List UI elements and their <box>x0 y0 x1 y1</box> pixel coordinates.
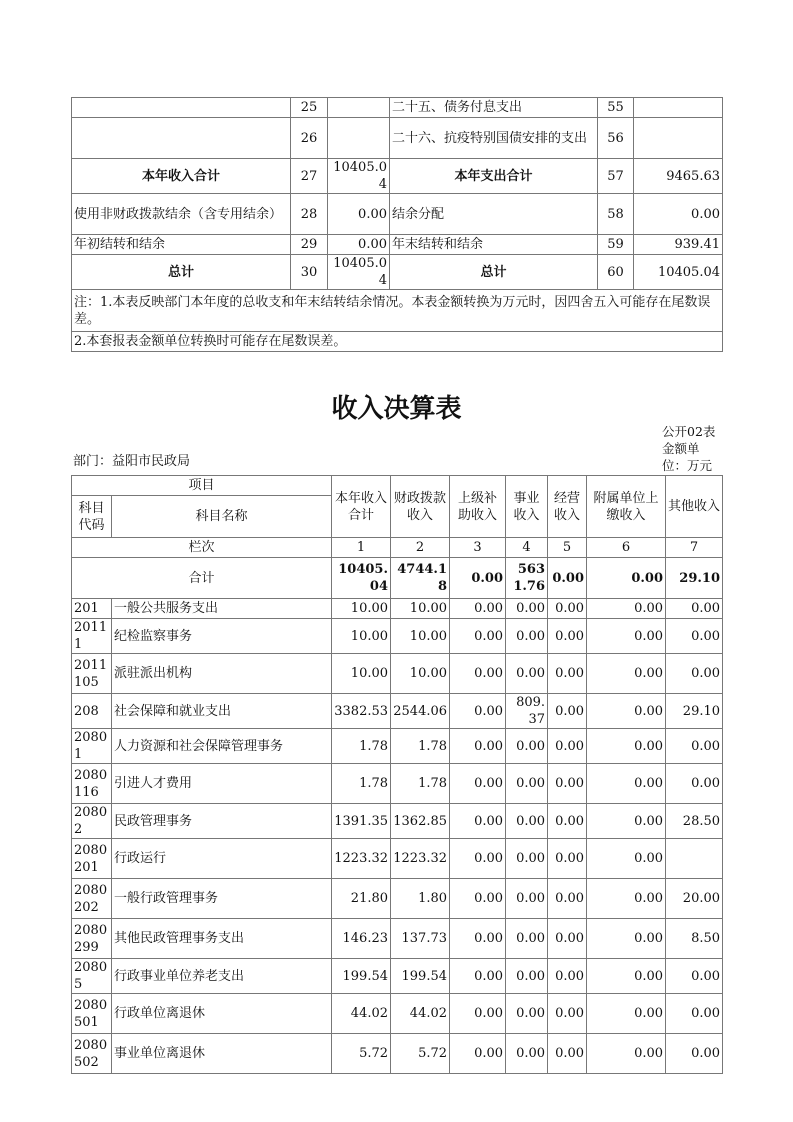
right-value: 939.41 <box>634 235 723 255</box>
left-value: 10405.04 <box>328 255 390 290</box>
subject-code: 2080501 <box>72 994 112 1034</box>
left-label: 本年收入合计 <box>72 159 291 194</box>
amount-cell: 1362.85 <box>391 804 450 839</box>
amount-cell: 0.00 <box>450 599 506 619</box>
amount-cell: 5.72 <box>332 1034 391 1074</box>
right-value <box>634 98 723 118</box>
total-value: 10405.04 <box>332 558 391 599</box>
amount-cell: 10.00 <box>391 599 450 619</box>
amount-cell: 10.00 <box>332 599 391 619</box>
amount-cell: 1.78 <box>391 729 450 764</box>
amount-cell: 0.00 <box>666 959 723 994</box>
amount-cell: 10.00 <box>391 619 450 654</box>
summary-row <box>72 118 723 159</box>
amount-cell: 0.00 <box>506 729 548 764</box>
table-row <box>72 879 723 919</box>
right-value: 10405.04 <box>634 255 723 290</box>
left-row-number: 28 <box>291 194 328 235</box>
amount-cell <box>666 839 723 879</box>
subject-name: 一般公共服务支出 <box>112 599 332 619</box>
amount-cell: 1223.32 <box>391 839 450 879</box>
amount-cell: 0.00 <box>587 729 666 764</box>
amount-cell: 0.00 <box>506 654 548 694</box>
amount-cell: 199.54 <box>391 959 450 994</box>
amount-cell: 0.00 <box>587 839 666 879</box>
right-label: 结余分配 <box>390 194 598 235</box>
column-number: 2 <box>391 538 450 558</box>
amount-cell: 10.00 <box>332 654 391 694</box>
subject-name: 引进人才费用 <box>112 764 332 804</box>
amount-cell: 0.00 <box>450 729 506 764</box>
right-label: 本年支出合计 <box>390 159 598 194</box>
note-text: 注：1.本表反映部门本年度的总收支和年末结转结余情况。本表金额转换为万元时，因四舍五入可能存在尾数误差。 <box>72 290 723 332</box>
right-value <box>634 118 723 159</box>
total-value: 29.10 <box>666 558 723 599</box>
amount-cell: 0.00 <box>548 1034 587 1074</box>
amount-cell: 5.72 <box>391 1034 450 1074</box>
subject-code: 208 <box>72 694 112 729</box>
subject-code: 20802 <box>72 804 112 839</box>
row-index-label: 栏次 <box>72 538 332 558</box>
note-row <box>72 290 723 332</box>
left-label: 年初结转和结余 <box>72 235 291 255</box>
amount-cell: 1.78 <box>332 729 391 764</box>
amount-cell: 0.00 <box>587 599 666 619</box>
left-row-number: 25 <box>291 98 328 118</box>
amount-cell: 0.00 <box>666 764 723 804</box>
total-row <box>72 558 723 599</box>
amount-cell: 0.00 <box>587 1034 666 1074</box>
amount-cell: 0.00 <box>548 694 587 729</box>
right-row-number: 60 <box>598 255 634 290</box>
amount-cell: 0.00 <box>548 729 587 764</box>
amount-cell: 0.00 <box>548 919 587 959</box>
table-row <box>72 619 723 654</box>
table-row <box>72 839 723 879</box>
department-label: 部门：益阳市民政局 <box>73 454 191 469</box>
amount-cell: 0.00 <box>450 919 506 959</box>
amount-cell: 0.00 <box>587 919 666 959</box>
right-row-number: 56 <box>598 118 634 159</box>
right-row-number: 55 <box>598 98 634 118</box>
left-value <box>328 118 390 159</box>
amount-cell: 0.00 <box>450 879 506 919</box>
income-table <box>71 475 723 1074</box>
amount-cell: 20.00 <box>666 879 723 919</box>
summary-row <box>72 255 723 290</box>
header-row <box>72 476 723 496</box>
amount-cell: 0.00 <box>548 839 587 879</box>
subject-name: 一般行政管理事务 <box>112 879 332 919</box>
header-col-2: 财政拨款收入 <box>391 476 450 538</box>
amount-cell: 8.50 <box>666 919 723 959</box>
amount-cell: 0.00 <box>450 764 506 804</box>
amount-cell: 0.00 <box>506 599 548 619</box>
form-number: 公开02表 <box>662 424 716 439</box>
left-row-number: 26 <box>291 118 328 159</box>
table-row <box>72 959 723 994</box>
total-value: 4744.18 <box>391 558 450 599</box>
amount-cell: 1223.32 <box>332 839 391 879</box>
amount-unit: 金额单位：万元 <box>662 441 713 473</box>
header-col-7: 其他收入 <box>666 476 723 538</box>
amount-cell: 10.00 <box>332 619 391 654</box>
left-value: 0.00 <box>328 194 390 235</box>
page-title: 收入决算表 <box>331 394 462 424</box>
amount-cell: 0.00 <box>548 879 587 919</box>
amount-cell: 0.00 <box>587 654 666 694</box>
total-value: 0.00 <box>450 558 506 599</box>
amount-cell: 0.00 <box>506 1034 548 1074</box>
table-row <box>72 764 723 804</box>
amount-cell: 809.37 <box>506 694 548 729</box>
left-label: 使用非财政拨款结余（含专用结余） <box>72 194 291 235</box>
amount-cell: 0.00 <box>587 804 666 839</box>
subject-name: 人力资源和社会保障管理事务 <box>112 729 332 764</box>
amount-cell: 0.00 <box>506 959 548 994</box>
amount-cell: 0.00 <box>587 959 666 994</box>
summary-row <box>72 194 723 235</box>
amount-cell: 0.00 <box>506 804 548 839</box>
header-col-3: 上级补助收入 <box>450 476 506 538</box>
right-row-number: 58 <box>598 194 634 235</box>
header-item: 项目 <box>72 476 332 496</box>
left-label <box>72 118 291 159</box>
amount-cell: 0.00 <box>548 619 587 654</box>
right-value: 9465.63 <box>634 159 723 194</box>
header-name: 科目名称 <box>112 496 332 538</box>
amount-cell: 2544.06 <box>391 694 450 729</box>
table-row <box>72 694 723 729</box>
total-value: 0.00 <box>587 558 666 599</box>
header-code: 科目代码 <box>72 496 112 538</box>
amount-cell: 137.73 <box>391 919 450 959</box>
amount-cell: 0.00 <box>506 619 548 654</box>
column-number: 1 <box>332 538 391 558</box>
amount-cell: 1391.35 <box>332 804 391 839</box>
amount-cell: 0.00 <box>506 919 548 959</box>
left-row-number: 29 <box>291 235 328 255</box>
subject-code: 2011105 <box>72 654 112 694</box>
amount-cell: 0.00 <box>548 959 587 994</box>
amount-cell: 0.00 <box>587 694 666 729</box>
subject-code: 2080299 <box>72 919 112 959</box>
header-col-5: 经营收入 <box>548 476 587 538</box>
left-label <box>72 98 291 118</box>
column-number: 5 <box>548 538 587 558</box>
amount-cell: 28.50 <box>666 804 723 839</box>
table-row <box>72 919 723 959</box>
amount-cell: 199.54 <box>332 959 391 994</box>
summary-row <box>72 159 723 194</box>
subject-name: 行政事业单位养老支出 <box>112 959 332 994</box>
right-label: 总计 <box>390 255 598 290</box>
amount-cell: 0.00 <box>506 994 548 1034</box>
right-value: 0.00 <box>634 194 723 235</box>
amount-cell: 0.00 <box>450 694 506 729</box>
summary-row <box>72 98 723 118</box>
amount-cell: 0.00 <box>666 654 723 694</box>
amount-cell: 0.00 <box>666 619 723 654</box>
summary-row <box>72 235 723 255</box>
subject-name: 其他民政管理事务支出 <box>112 919 332 959</box>
subject-code: 2080116 <box>72 764 112 804</box>
table-row <box>72 729 723 764</box>
amount-cell: 0.00 <box>450 654 506 694</box>
summary-table <box>71 97 723 352</box>
header-col-1: 本年收入合计 <box>332 476 391 538</box>
amount-cell: 0.00 <box>666 599 723 619</box>
subject-code: 2080202 <box>72 879 112 919</box>
amount-cell: 0.00 <box>587 994 666 1034</box>
header-col-6: 附属单位上缴收入 <box>587 476 666 538</box>
amount-cell: 146.23 <box>332 919 391 959</box>
left-value: 10405.04 <box>328 159 390 194</box>
subject-name: 事业单位离退休 <box>112 1034 332 1074</box>
column-index-row <box>72 538 723 558</box>
note-text: 2.本套报表金额单位转换时可能存在尾数误差。 <box>72 332 723 352</box>
table-row <box>72 804 723 839</box>
right-label: 年末结转和结余 <box>390 235 598 255</box>
amount-cell: 0.00 <box>548 764 587 804</box>
left-value <box>328 98 390 118</box>
column-number: 7 <box>666 538 723 558</box>
amount-cell: 3382.53 <box>332 694 391 729</box>
amount-cell: 44.02 <box>332 994 391 1034</box>
total-label: 合计 <box>72 558 332 599</box>
subject-code: 2080502 <box>72 1034 112 1074</box>
amount-cell: 0.00 <box>587 619 666 654</box>
subject-name: 社会保障和就业支出 <box>112 694 332 729</box>
amount-cell: 0.00 <box>666 729 723 764</box>
amount-cell: 0.00 <box>450 959 506 994</box>
table-row <box>72 994 723 1034</box>
right-row-number: 59 <box>598 235 634 255</box>
amount-cell: 10.00 <box>391 654 450 694</box>
column-number: 6 <box>587 538 666 558</box>
header-col-4: 事业收入 <box>506 476 548 538</box>
amount-cell: 1.78 <box>391 764 450 804</box>
amount-cell: 0.00 <box>450 994 506 1034</box>
amount-cell: 0.00 <box>666 994 723 1034</box>
column-number: 4 <box>506 538 548 558</box>
amount-cell: 0.00 <box>548 654 587 694</box>
amount-cell: 0.00 <box>587 879 666 919</box>
total-value: 0.00 <box>548 558 587 599</box>
amount-cell: 0.00 <box>666 1034 723 1074</box>
table-row <box>72 654 723 694</box>
amount-cell: 0.00 <box>506 879 548 919</box>
table-row <box>72 1034 723 1074</box>
amount-cell: 0.00 <box>450 804 506 839</box>
subject-code: 20801 <box>72 729 112 764</box>
subject-name: 行政运行 <box>112 839 332 879</box>
table-row <box>72 599 723 619</box>
amount-cell: 0.00 <box>587 764 666 804</box>
form-info <box>662 423 720 474</box>
left-value: 0.00 <box>328 235 390 255</box>
column-number: 3 <box>450 538 506 558</box>
amount-cell: 0.00 <box>506 764 548 804</box>
subject-name: 行政单位离退休 <box>112 994 332 1034</box>
right-label: 二十五、债务付息支出 <box>390 98 598 118</box>
subject-code: 2080201 <box>72 839 112 879</box>
left-row-number: 27 <box>291 159 328 194</box>
amount-cell: 0.00 <box>450 839 506 879</box>
amount-cell: 29.10 <box>666 694 723 729</box>
amount-cell: 0.00 <box>548 804 587 839</box>
amount-cell: 1.80 <box>391 879 450 919</box>
right-label: 二十六、抗疫特别国债安排的支出 <box>390 118 598 159</box>
subject-code: 20805 <box>72 959 112 994</box>
amount-cell: 0.00 <box>548 994 587 1034</box>
subject-name: 纪检监察事务 <box>112 619 332 654</box>
total-value: 5631.76 <box>506 558 548 599</box>
subject-code: 201 <box>72 599 112 619</box>
subject-name: 民政管理事务 <box>112 804 332 839</box>
amount-cell: 0.00 <box>506 839 548 879</box>
left-row-number: 30 <box>291 255 328 290</box>
right-row-number: 57 <box>598 159 634 194</box>
amount-cell: 0.00 <box>548 599 587 619</box>
left-label: 总计 <box>72 255 291 290</box>
amount-cell: 1.78 <box>332 764 391 804</box>
amount-cell: 44.02 <box>391 994 450 1034</box>
note-row <box>72 332 723 352</box>
amount-cell: 0.00 <box>450 619 506 654</box>
subject-code: 20111 <box>72 619 112 654</box>
subject-name: 派驻派出机构 <box>112 654 332 694</box>
amount-cell: 0.00 <box>450 1034 506 1074</box>
amount-cell: 21.80 <box>332 879 391 919</box>
